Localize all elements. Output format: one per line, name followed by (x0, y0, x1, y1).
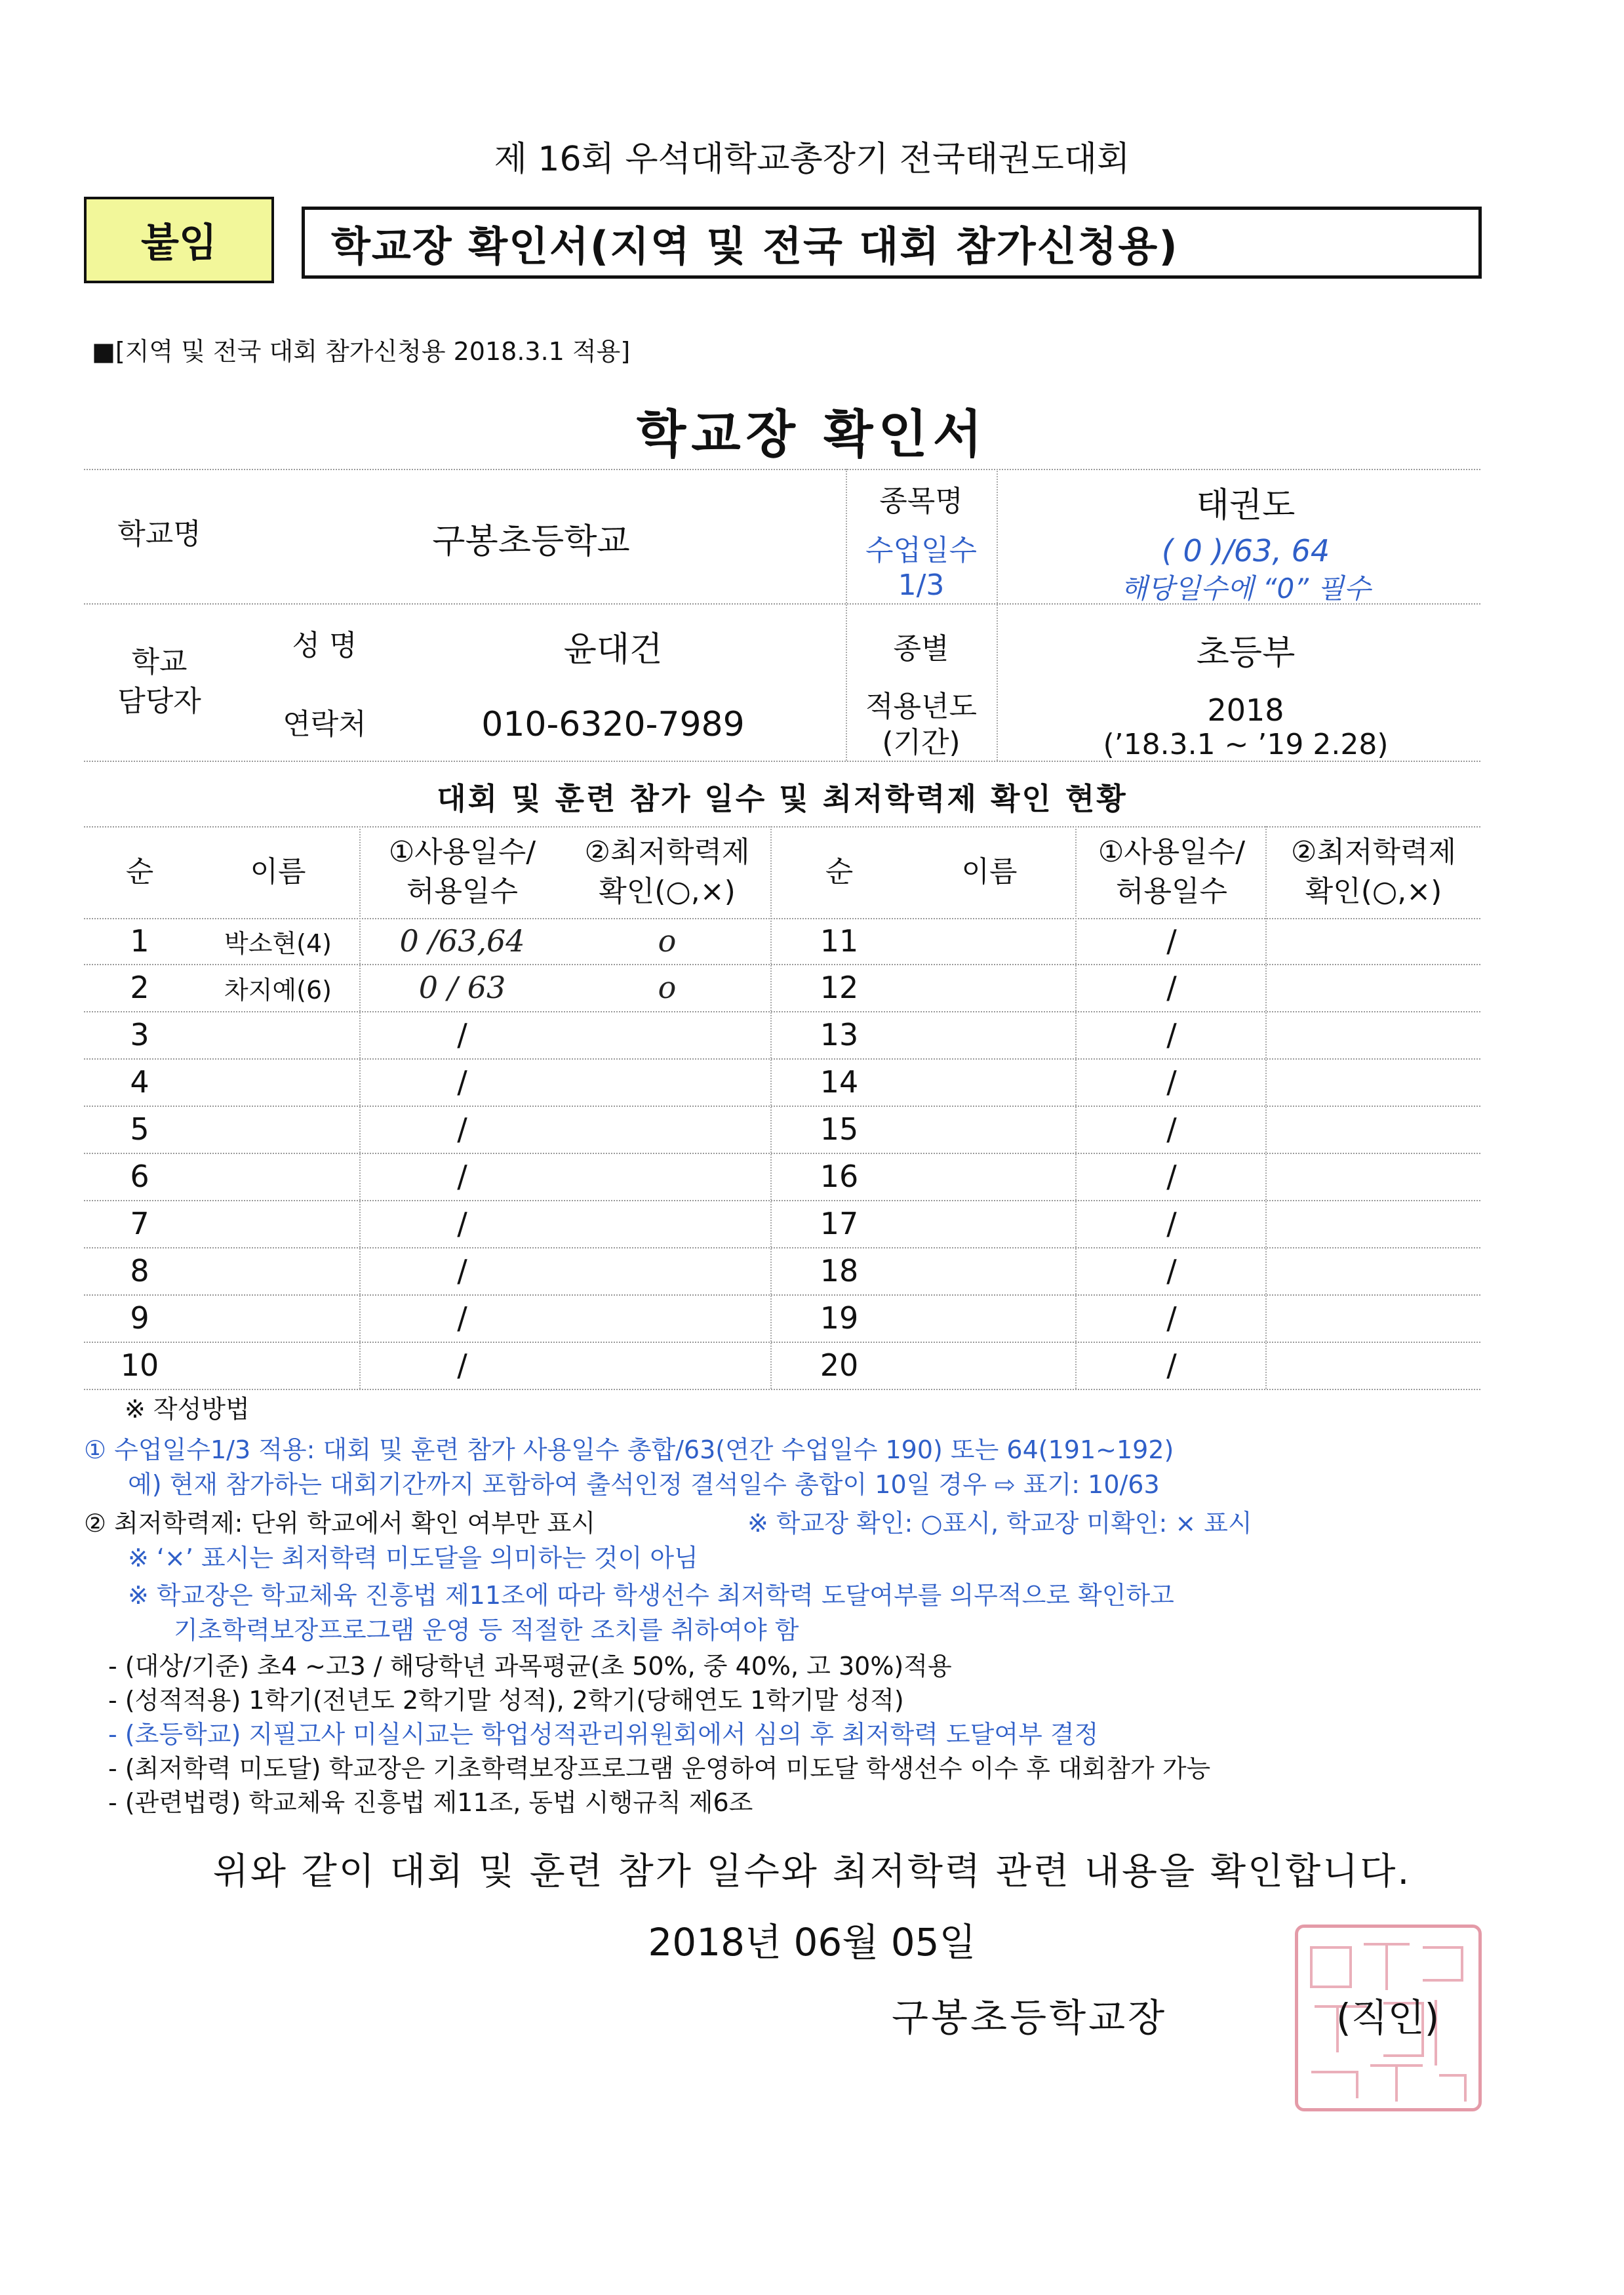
attach-title: 학교장 확인서(지역 및 전국 대회 참가신청용) (302, 207, 1482, 279)
row-days: / (457, 1347, 467, 1383)
row-number: 17 (820, 1206, 859, 1241)
col-header-name: 이름 (250, 855, 306, 888)
contact-value: 010-6320-7989 (481, 705, 745, 744)
manager-label-2: 담당자 (117, 685, 201, 718)
division-value: 초등부 (1196, 633, 1296, 673)
row-number: 4 (130, 1064, 149, 1100)
row-days: / (457, 1064, 467, 1100)
row-days: 0 /63,64 (399, 923, 525, 959)
school-label: 학교명 (117, 517, 201, 551)
row-number: 5 (130, 1111, 149, 1147)
row-days: / (1166, 1300, 1177, 1336)
row-name: 박소현(4) (224, 928, 332, 958)
col-header-seq-right: 순 (825, 855, 854, 888)
days-note: 해당일수에 “0” 필수 (1120, 572, 1371, 605)
instruction-dash-2: - (성적적용) 1학기(전년도 2학기말 성적), 2학기(당해연도 1학기말 성적) (108, 1686, 904, 1715)
row-days: / (1166, 1206, 1177, 1241)
divider (770, 826, 772, 1389)
instruction-2-line-1: ② 최저학력제: 단위 학교에서 확인 여부만 표시 (84, 1509, 596, 1538)
row-number: 14 (820, 1064, 859, 1100)
manager-label: 학교 (131, 645, 188, 679)
row-days: / (457, 1111, 467, 1147)
row-number: 15 (820, 1111, 859, 1147)
row-number: 3 (130, 1017, 149, 1052)
row-days: / (1166, 1159, 1177, 1194)
divider (84, 469, 1480, 470)
row-days: / (1166, 1111, 1177, 1147)
table-title: 대회 및 훈련 참가 일수 및 최저학력제 확인 현황 (437, 781, 1128, 816)
divider (84, 1389, 1480, 1390)
issue-date: 2018년 06월 05일 (648, 1920, 976, 1965)
col-header-name-right: 이름 (961, 855, 1018, 888)
name-label: 성 명 (292, 629, 357, 662)
row-number: 13 (820, 1017, 859, 1052)
contact-label: 연락처 (283, 708, 366, 741)
name-value: 윤대건 (563, 629, 663, 669)
row-number: 11 (820, 923, 859, 959)
row-days: / (457, 1300, 467, 1336)
row-name: 차지예(6) (224, 975, 332, 1005)
row-number: 1 (130, 923, 149, 959)
col-header-min: ②최저학력제 (584, 835, 750, 869)
row-days: / (457, 1253, 467, 1288)
row-number: 12 (820, 970, 859, 1005)
row-check: o (658, 970, 677, 1005)
sport-label: 종목명 (879, 485, 963, 518)
instruction-2-line-3: ※ 학교장은 학교체육 진흥법 제11조에 따라 학생선수 최저학력 도달여부를 의무적으로 확인하고 (128, 1581, 1174, 1610)
instruction-dash-4: - (최저학력 미도달) 학교장은 기초학력보장프로그램 운영하여 미도달 학생선수 이수 후 대회참가 가능 (108, 1754, 1211, 1783)
period-value: (’18.3.1 ~ ’19 2.28) (1103, 728, 1389, 761)
days-label-fraction: 1/3 (898, 569, 945, 602)
row-days: / (1166, 1064, 1177, 1100)
event-title: 제 16회 우석대학교총장기 전국태권도대회 (494, 140, 1130, 179)
row-days: / (1166, 1017, 1177, 1052)
principal-signature: 구봉초등학교장 (892, 1995, 1168, 2040)
col-header-min-2: 확인(○,×) (599, 875, 736, 908)
instruction-1-line-2: 예) 현재 참가하는 대회기간까지 포함하여 출석인정 결석일수 총합이 10일 경우 ⇨ 표기: 10/63 (128, 1470, 1160, 1499)
row-number: 8 (130, 1253, 149, 1288)
instruction-2-line-1-note: ※ 학교장 확인: ○표시, 학교장 미확인: × 표시 (747, 1509, 1252, 1538)
row-number: 6 (130, 1159, 149, 1194)
days-value: ( 0 )/63, 64 (1161, 533, 1330, 569)
row-days: / (1166, 970, 1177, 1005)
divider (846, 469, 847, 761)
row-days: / (457, 1206, 467, 1241)
col-header-days-2: 허용일수 (406, 875, 518, 908)
instruction-1-line-1: ① 수업일수1/3 적용: 대회 및 훈련 참가 사용일수 총합/63(연간 수업일수 190) 또는 64(191~192) (84, 1435, 1174, 1464)
instruction-2-line-2: ※ ‘×’ 표시는 최저학력 미도달을 의미하는 것이 아님 (128, 1544, 698, 1572)
row-number: 9 (130, 1300, 149, 1336)
row-number: 10 (120, 1347, 159, 1383)
col-header-days-right: ①사용일수/ (1098, 835, 1246, 869)
col-header-days-right-2: 허용일수 (1115, 875, 1227, 908)
row-check: o (658, 923, 677, 959)
instruction-dash-5: - (관련법령) 학교체육 진흥법 제11조, 동법 시행규칙 제6조 (108, 1788, 753, 1817)
row-number: 20 (820, 1347, 859, 1383)
school-value: 구봉초등학교 (432, 521, 630, 561)
row-number: 19 (820, 1300, 859, 1336)
year-value: 2018 (1207, 692, 1284, 728)
row-number: 7 (130, 1206, 149, 1241)
col-header-min-right: ②최저학력제 (1291, 835, 1456, 869)
col-header-days: ①사용일수/ (388, 835, 536, 869)
row-number: 2 (130, 970, 149, 1005)
confirmation-statement: 위와 같이 대회 및 훈련 참가 일수와 최저학력 관련 내용을 확인합니다. (212, 1850, 1412, 1893)
row-number: 18 (820, 1253, 859, 1288)
row-days: / (1166, 1347, 1177, 1383)
instruction-2-line-4: 기초학력보장프로그램 운영 등 적절한 조치를 취하여야 함 (174, 1616, 799, 1645)
document-title: 학교장 확인서 (636, 405, 988, 464)
attach-badge: 붙임 (84, 197, 274, 283)
year-label-2: (기간) (882, 725, 961, 759)
instruction-dash-1: - (대상/기준) 초4 ~고3 / 해당학년 과목평균(초 50%, 중 40%, 고 30%)적용 (108, 1652, 952, 1681)
instructions-heading: ※ 작성방법 (125, 1395, 250, 1424)
seal-label: (직인) (1336, 1995, 1440, 2040)
year-label: 적용년도 (865, 689, 977, 723)
days-label: 수업일수 (865, 534, 977, 567)
row-days: / (1166, 1253, 1177, 1288)
division-label: 종별 (893, 632, 949, 666)
instruction-dash-3: - (초등학교) 지필고사 미실시교는 학업성적관리위원회에서 심의 후 최저학력 도달여부 결정 (108, 1720, 1099, 1749)
row-days: / (457, 1159, 467, 1194)
sport-value: 태권도 (1196, 485, 1296, 525)
col-header-min-right-2: 확인(○,×) (1305, 875, 1442, 908)
row-days: / (1166, 923, 1177, 959)
row-days: / (457, 1017, 467, 1052)
notice-line: ■[지역 및 전국 대회 참가신청용 2018.3.1 적용] (92, 337, 631, 366)
row-days: 0 / 63 (418, 970, 506, 1005)
row-number: 16 (820, 1159, 859, 1194)
col-header-seq: 순 (125, 855, 154, 888)
divider (997, 469, 998, 761)
